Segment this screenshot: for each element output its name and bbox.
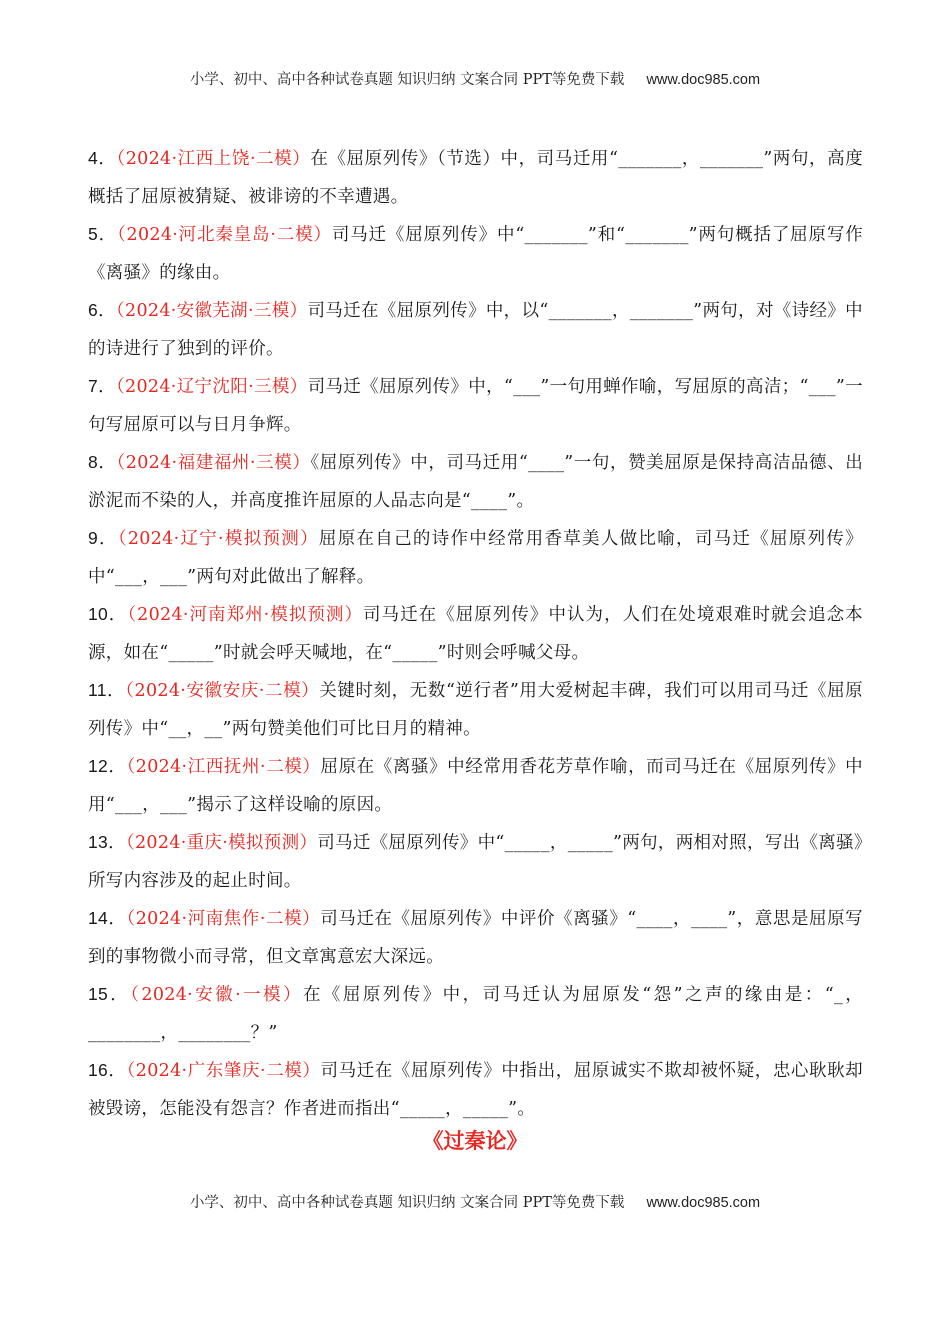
question-number: 11． (88, 680, 126, 700)
question-number: 16． (88, 1060, 127, 1080)
question-text: 在《屈原列传》中，司马迁认为屈原发“怨”之声的缘由是：“_，________，________？” (88, 985, 863, 1043)
question-source: （2024·辽宁·模拟预测） (117, 529, 319, 549)
question-item (88, 900, 863, 976)
question-item (88, 520, 863, 596)
question-source: （2024·福建福州·三模） (116, 453, 311, 473)
question-text: 司马迁在《屈原列传》中评价《离骚》“____，____”，意思是屈原写到的事物微小而寻常，但文章寓意宏大深远。 (88, 909, 863, 967)
question-number: 10． (88, 604, 128, 624)
question-item (88, 976, 863, 1052)
question-item (88, 444, 863, 520)
footer-text: 小学、初中、高中各种试卷真题 知识归纳 文案合同 PPT等免费下载 (189, 1195, 625, 1211)
header-text: 小学、初中、高中各种试卷真题 知识归纳 文案合同 PPT等免费下载 (189, 72, 625, 88)
question-number: 12． (88, 756, 127, 776)
section-title: 《过秦论》 (422, 1128, 528, 1153)
question-number: 15． (88, 984, 131, 1004)
question-item (88, 596, 863, 672)
question-source: （2024·安徽·一模） (130, 985, 303, 1005)
question-number: 13． (88, 832, 126, 852)
question-text: 司马迁《屈原列传》中“_____，_____”两句，两相对照，写出《离骚》所写内容涉及的起止时间。 (88, 833, 863, 891)
question-number: 6． (88, 300, 116, 320)
question-source: （2024·安徽安庆·二模） (125, 681, 320, 701)
question-item (88, 748, 863, 824)
page-footer (0, 1191, 950, 1212)
question-text: 《屈原列传》中，司马迁用“____”一句，赞美屈原是保持高洁品德、出淤泥而不染的人，并高度推许屈原的人品志向是“____”。 (88, 453, 863, 511)
question-source: （2024·广东肇庆·二模） (126, 1061, 321, 1081)
question-item (88, 216, 863, 292)
question-number: 14． (88, 908, 127, 928)
question-text: 在《屈原列传》（节选）中，司马迁用“_______，_______”两句，高度概括了屈原被猜疑、被诽谤的不幸遭遇。 (88, 149, 863, 207)
question-text: 屈原在《离骚》中经常用香花芳草作喻，而司马迁在《屈原列传》中用“___，___”揭示了这样设喻的原因。 (88, 757, 863, 815)
question-number: 4． (88, 148, 117, 168)
question-source: （2024·安徽芜湖·三模） (115, 301, 308, 321)
question-text: 司马迁《屈原列传》中“_______”和“_______”两句概括了屈原写作《离骚》的缘由。 (88, 225, 863, 283)
question-source: （2024·重庆·模拟预测） (125, 833, 318, 853)
question-source: （2024·辽宁沈阳·三模） (115, 377, 308, 397)
footer-site-link[interactable]: www.doc985.com (646, 1195, 761, 1211)
question-list (88, 140, 863, 1128)
question-source: （2024·河南郑州·模拟预测） (127, 605, 364, 625)
header-site-link[interactable]: www.doc985.com (646, 72, 761, 88)
question-source: （2024·江西抚州·二模） (126, 757, 321, 777)
question-text: 司马迁在《屈原列传》中认为，人们在处境艰难时就会追念本源，如在“_____”时就会呼天喊地，在“_____”时则会呼喊父母。 (88, 605, 863, 663)
question-text: 司马迁《屈原列传》中，“___”一句用蝉作喻，写屈原的高洁；“___”一句写屈原可以与日月争辉。 (88, 377, 863, 435)
question-item (88, 824, 863, 900)
question-item (88, 368, 863, 444)
question-item (88, 140, 863, 216)
question-item (88, 292, 863, 368)
question-text: 司马迁在《屈原列传》中指出，屈原诚实不欺却被怀疑，忠心耿耿却被毁谤，怎能没有怨言？作者进而指出“_____，_____”。 (88, 1061, 863, 1119)
question-text: 司马迁在《屈原列传》中，以“_______，_______”两句，对《诗经》中的诗进行了独到的评价。 (88, 301, 863, 359)
page-header (0, 68, 950, 89)
question-source: （2024·河南焦作·二模） (126, 909, 321, 929)
question-source: （2024·江西上饶·二模） (116, 149, 311, 169)
question-text: 关键时刻，无数“逆行者”用大爱树起丰碑，我们可以用司马迁《屈原列传》中“__，__”两句赞美他们可比日月的精神。 (88, 681, 863, 739)
question-source: （2024·河北秦皇岛·二模） (116, 225, 332, 245)
question-item (88, 1052, 863, 1128)
question-number: 9． (88, 528, 118, 548)
question-number: 8． (88, 452, 117, 472)
question-number: 5． (88, 224, 117, 244)
question-item (88, 672, 863, 748)
question-text: 屈原在自己的诗作中经常用香草美人做比喻，司马迁《屈原列传》中“___，___”两句对此做出了解释。 (88, 529, 863, 587)
question-number: 7． (88, 376, 116, 396)
